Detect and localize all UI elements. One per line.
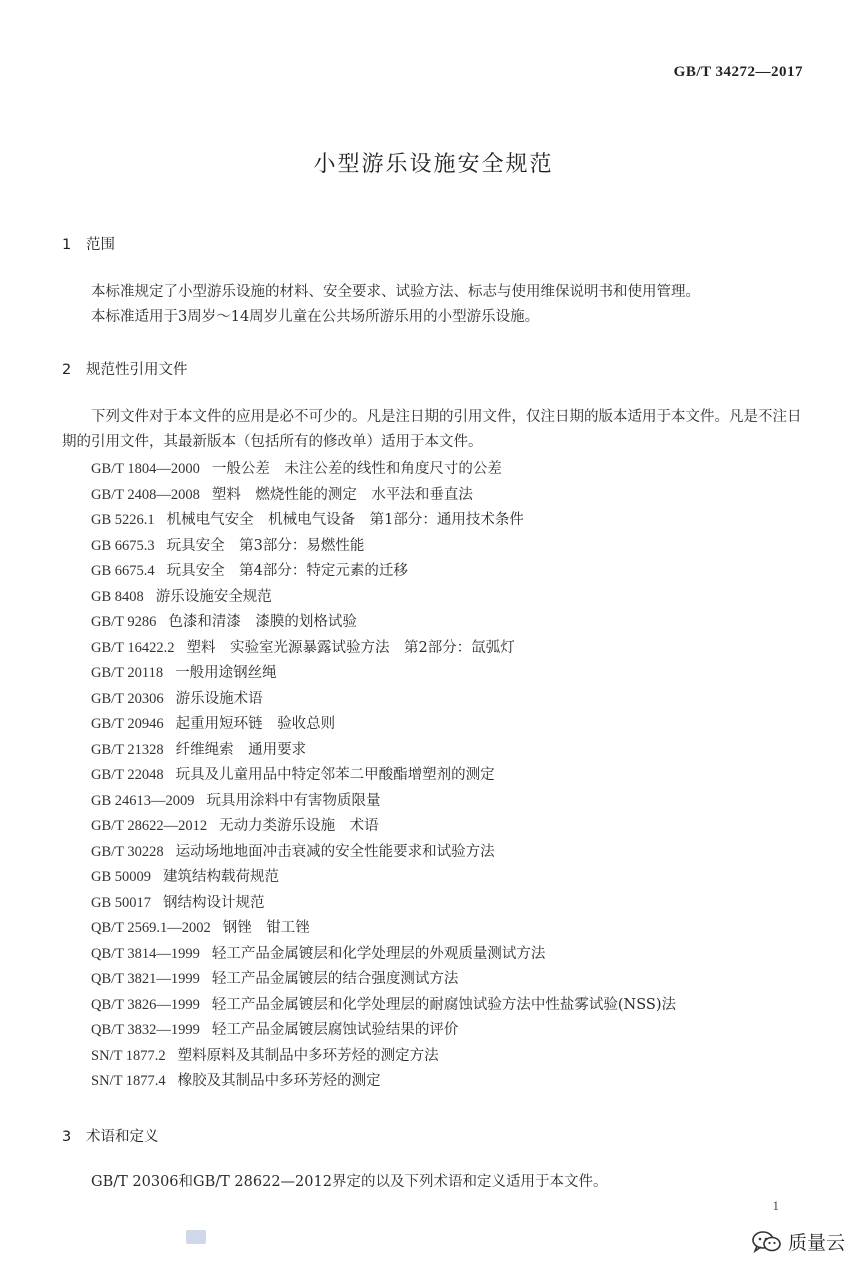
reference-title: 塑料原料及其制品中多环芳烃的测定方法 [177,1047,439,1064]
reference-title: 玩具安全 第3部分：易燃性能 [166,537,365,554]
reference-item [91,967,811,993]
reference-code: GB/T 1804—2000 [91,461,200,477]
section-title: 范围 [86,237,115,253]
reference-code: GB 24613—2009 [91,792,195,809]
section-number: 3 [62,1129,72,1145]
reference-item [91,891,811,917]
reference-code: GB/T 20118 [91,665,164,681]
reference-title: 轻工产品金属镀层和化学处理层的外观质量测试方法 [211,945,546,962]
reference-title: 无动力类游乐设施 术语 [219,818,379,834]
scope-paragraph: 本标准规定了小型游乐设施的材料、安全要求、试验方法、标志与使用维保说明书和使用管理。 [91,284,700,300]
reference-title: 游乐设施术语 [175,690,263,707]
reference-item [91,789,811,815]
section-number: 1 [62,237,72,253]
reference-title: 一般用途钢丝绳 [175,665,277,681]
reference-title: 轻工产品金属镀层腐蚀试验结果的评价 [211,1022,459,1038]
reference-title: 建筑结构载荷规范 [163,869,280,885]
standard-number: GB/T 34272—2017 [673,64,803,80]
reference-title: 游乐设施安全规范 [155,588,272,605]
watermark [752,1228,845,1255]
reference-title: 玩具安全 第4部分：特定元素的迁移 [166,563,408,579]
reference-list [91,457,811,1095]
reference-item [91,687,811,713]
section-heading-scope [62,233,115,254]
reference-title: 玩具及儿童用品中特定邻苯二甲酸酯增塑剂的测定 [175,767,495,783]
reference-code: GB/T 2408—2008 [91,486,200,503]
reference-title: 一般公差 未注公差的线性和角度尺寸的公差 [211,461,502,477]
reference-item [91,483,811,509]
reference-code: GB/T 16422.2 [91,639,175,656]
section-title: 术语和定义 [86,1129,159,1145]
reference-code: QB/T 2569.1—2002 [91,920,211,936]
reference-title: 机械电气安全 机械电气设备 第1部分：通用技术条件 [166,512,524,528]
reference-title: 轻工产品金属镀层的结合强度测试方法 [211,971,459,987]
page-number: 1 [772,1198,779,1213]
reference-item [91,1044,811,1070]
reference-code: QB/T 3821—1999 [91,971,200,987]
reference-code: GB/T 30228 [91,843,164,860]
reference-item [91,1018,811,1044]
reference-code: GB 6675.4 [91,563,155,579]
reference-code: QB/T 3826—1999 [91,996,200,1013]
section-heading-references [62,358,188,379]
scope-paragraph: 本标准适用于3周岁～14周岁儿童在公共场所游乐用的小型游乐设施。 [91,309,540,325]
reference-item [91,916,811,942]
stamp-mark [186,1230,206,1244]
reference-title: 塑料 实验室光源暴露试验方法 第2部分：氙弧灯 [186,639,515,656]
reference-item [91,610,811,636]
reference-title: 运动场地地面冲击衰减的安全性能要求和试验方法 [175,843,495,860]
reference-item [91,814,811,840]
reference-item [91,661,811,687]
reference-code: GB 50017 [91,894,152,911]
reference-code: GB 5226.1 [91,512,155,528]
reference-code: QB/T 3814—1999 [91,945,200,962]
document-title: 小型游乐设施安全规范 [313,152,554,177]
reference-code: GB/T 28622—2012 [91,818,208,834]
reference-item [91,1069,811,1095]
reference-item [91,763,811,789]
reference-item [91,559,811,585]
reference-code: SN/T 1877.2 [91,1047,166,1064]
reference-code: GB/T 9286 [91,614,157,630]
reference-item [91,993,811,1019]
watermark-text: 质量云 [787,1232,845,1254]
section-title: 规范性引用文件 [86,362,188,378]
reference-code: SN/T 1877.4 [91,1073,166,1089]
references-intro: 下列文件对于本文件的应用是必不可少的。凡是注日期的引用文件，仅注日期的版本适用于本文件。凡是不注日期的引用文件，其最新版本（包括所有的修改单）适用于本文件。 [62,409,802,450]
reference-code: GB 50009 [91,869,152,885]
reference-title: 纤维绳索 通用要求 [175,741,307,758]
reference-code: GB/T 20946 [91,716,164,732]
reference-title: 色漆和清漆 漆膜的划格试验 [168,614,357,630]
reference-code: GB 8408 [91,588,144,605]
wechat-icon [752,1230,782,1254]
reference-item [91,636,811,662]
reference-title: 塑料 燃烧性能的测定 水平法和垂直法 [211,486,473,503]
reference-title: 轻工产品金属镀层和化学处理层的耐腐蚀试验方法中性盐雾试验(NSS)法 [211,996,677,1013]
reference-code: GB/T 21328 [91,741,164,758]
reference-item [91,840,811,866]
reference-item [91,738,811,764]
reference-item [91,508,811,534]
reference-title: 橡胶及其制品中多环芳烃的测定 [177,1073,381,1089]
reference-title: 钢结构设计规范 [163,894,265,911]
reference-item [91,534,811,560]
reference-code: GB/T 20306 [91,690,164,707]
reference-item [91,712,811,738]
reference-title: 起重用短环链 验收总则 [175,716,336,732]
reference-item [91,865,811,891]
reference-title: 钢锉 钳工锉 [222,920,310,936]
section-number: 2 [62,362,72,378]
reference-code: GB 6675.3 [91,537,155,554]
reference-code: QB/T 3832—1999 [91,1022,200,1038]
section-heading-terms [62,1125,159,1146]
reference-title: 玩具用涂料中有害物质限量 [206,792,381,809]
terms-paragraph: GB/T 20306和GB/T 28622—2012界定的以及下列术语和定义适用于本文件。 [91,1174,608,1190]
reference-item [91,942,811,968]
reference-item [91,585,811,611]
reference-item [91,457,811,483]
reference-code: GB/T 22048 [91,767,164,783]
